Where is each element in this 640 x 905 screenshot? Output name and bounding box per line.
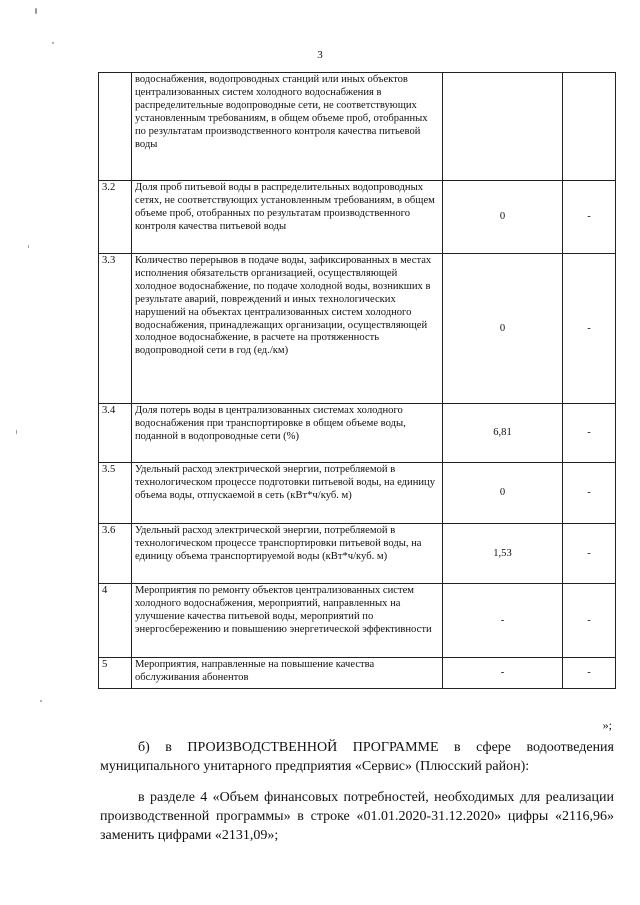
indicator-name: Мероприятия, направленные на повышение качества обслуживания абонентов bbox=[132, 658, 443, 689]
indicator-value: 0 bbox=[443, 463, 563, 524]
table-row bbox=[99, 584, 616, 658]
indicator-name: Количество перерывов в подаче воды, зафиксированных в местах исполнения обязательств организацией, осуществляющей холодное водоснабжение, по подаче холодной воды, возникших в результате аварий, повреждений и иных технологических нарушений на объектах централизованных систем холодного водоснабжения, принадлежащих организации, осуществляющей холодное водоснабжение, в расчете на протяженность водопроводной сети в год (ед./км) bbox=[132, 254, 443, 404]
indicator-plan: - bbox=[563, 254, 616, 404]
row-number: 3.3 bbox=[99, 254, 132, 404]
page-number: 3 bbox=[317, 49, 323, 61]
row-number: 5 bbox=[99, 658, 132, 689]
table-row bbox=[99, 254, 616, 404]
scan-artifact bbox=[52, 42, 54, 44]
row-number: 3.2 bbox=[99, 181, 132, 254]
indicator-plan: - bbox=[563, 463, 616, 524]
row-number: 4 bbox=[99, 584, 132, 658]
table-row bbox=[99, 658, 616, 689]
table-row bbox=[99, 73, 616, 181]
indicator-value: 1,53 bbox=[443, 524, 563, 584]
scan-artifact bbox=[35, 8, 37, 14]
row-number bbox=[99, 73, 132, 181]
indicator-value: 0 bbox=[443, 254, 563, 404]
table-row bbox=[99, 181, 616, 254]
indicator-name: водоснабжения, водопроводных станций или иных объектов централизованных систем холодного водоснабжения в распределительные водопроводные сети, не соответствующих установленным требованиям, в общем объеме проб, отобранных по результатам производственного контроля качества питьевой воды bbox=[132, 73, 443, 181]
indicator-name: Удельный расход электрической энергии, потребляемой в технологическом процессе транспортировки питьевой воды, на единицу объема транспортируемой воды (кВт*ч/куб. м) bbox=[132, 524, 443, 584]
scan-artifact bbox=[16, 430, 17, 434]
indicator-value: - bbox=[443, 584, 563, 658]
indicator-plan: - bbox=[563, 524, 616, 584]
indicator-value: 6,81 bbox=[443, 404, 563, 463]
indicator-plan: - bbox=[563, 658, 616, 689]
indicator-plan: - bbox=[563, 584, 616, 658]
indicators-table bbox=[98, 72, 616, 689]
indicator-value bbox=[443, 73, 563, 181]
indicator-name: Доля проб питьевой воды в распределительных водопроводных сетях, не соответствующих установленным требованиям, в общем объеме проб, отобранных по результатам производственного контроля качества питьевой воды bbox=[132, 181, 443, 254]
row-number: 3.4 bbox=[99, 404, 132, 463]
indicator-value: - bbox=[443, 658, 563, 689]
paragraph-section-4: в разделе 4 «Объем финансовых потребностей, необходимых для реализации производственной программы» в строке «01.01.2020-31.12.2020» цифры «2116,96» заменить цифрами «2131,09»; bbox=[100, 790, 614, 843]
row-number: 3.6 bbox=[99, 524, 132, 584]
indicator-name: Доля потерь воды в централизованных системах холодного водоснабжения при транспортировке в общем объеме воды, поданной в водопроводные сети (%) bbox=[132, 404, 443, 463]
scan-artifact bbox=[40, 700, 42, 702]
paragraph-b: б) в ПРОИЗВОДСТВЕННОЙ ПРОГРАММЕ в сфере водоотведения муниципального унитарного предприятия «Сервис» (Плюсский район): bbox=[100, 740, 614, 774]
table-row bbox=[99, 524, 616, 584]
table-row bbox=[99, 404, 616, 463]
indicator-plan: - bbox=[563, 404, 616, 463]
indicator-value: 0 bbox=[443, 181, 563, 254]
closing-quote: »; bbox=[602, 718, 612, 732]
indicator-plan bbox=[563, 73, 616, 181]
indicator-name: Удельный расход электрической энергии, потребляемой в технологическом процессе подготовки питьевой воды, на единицу объема воды, отпускаемой в сеть (кВт*ч/куб. м) bbox=[132, 463, 443, 524]
indicator-plan: - bbox=[563, 181, 616, 254]
scan-artifact bbox=[28, 245, 29, 248]
table-row bbox=[99, 463, 616, 524]
indicator-name: Мероприятия по ремонту объектов централизованных систем холодного водоснабжения, мероприятий, направленных на улучшение качества питьевой воды, мероприятий по энергосбережению и повышению энергетической эффективности bbox=[132, 584, 443, 658]
row-number: 3.5 bbox=[99, 463, 132, 524]
